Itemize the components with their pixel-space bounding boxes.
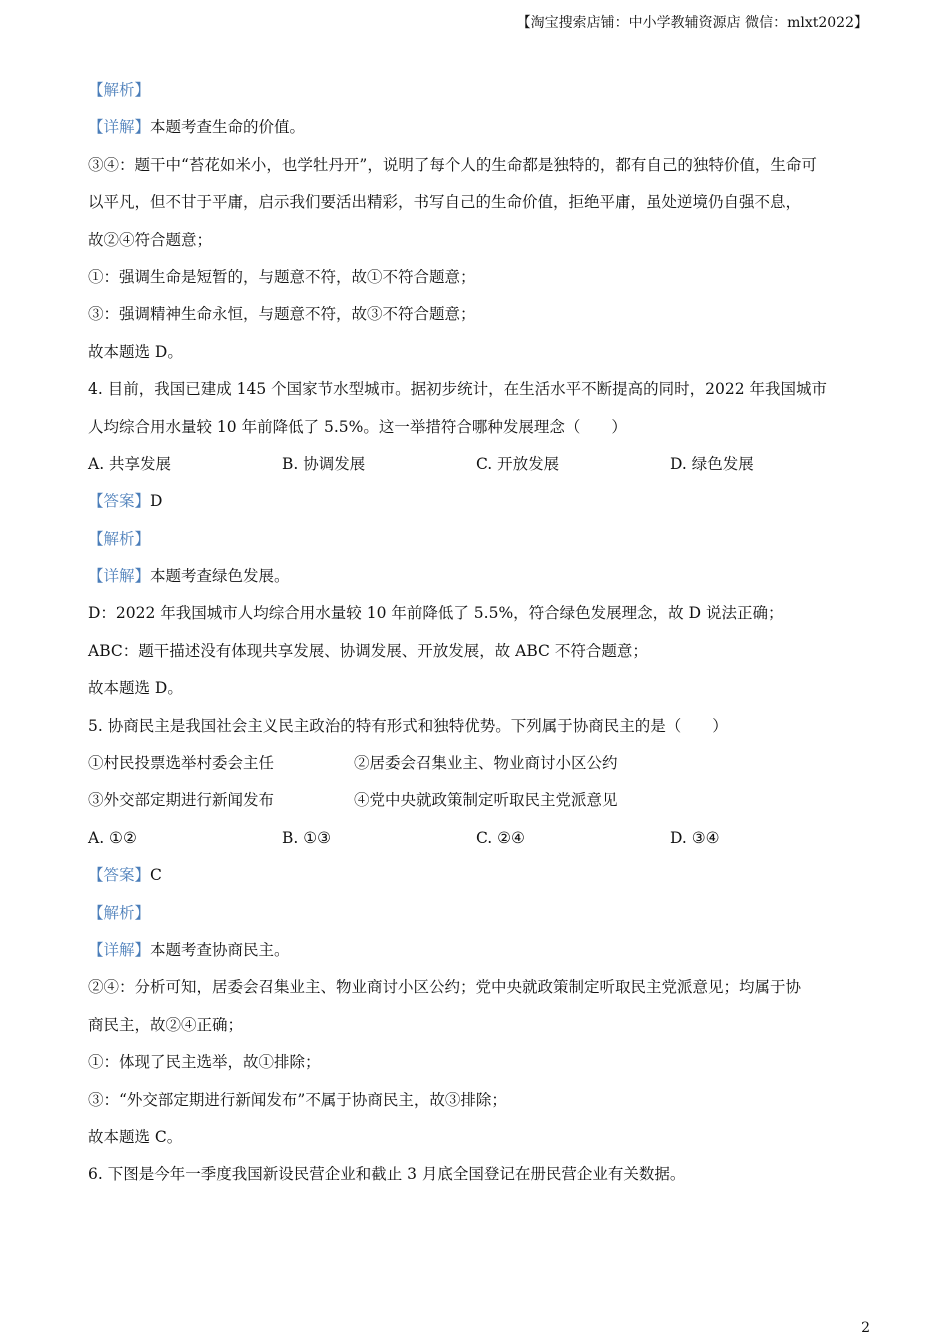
q5-option-a: A. ①② — [88, 828, 137, 847]
q5-answer — [88, 861, 868, 898]
q5-answer-tag: 【答案】 — [88, 866, 151, 885]
q5-option-d: D. ③④ — [670, 828, 720, 847]
q4-answer-value: D — [150, 492, 163, 511]
q5-item-1: ①村民投票选举村委会主任 — [88, 754, 275, 773]
q5-option-c: C. ②④ — [476, 828, 525, 847]
q3-line-6: 故本题选 D。 — [88, 342, 183, 361]
q4-options — [88, 450, 868, 487]
q4-option-b: B. 协调发展 — [282, 454, 366, 473]
q4-line-3: 故本题选 D。 — [88, 679, 183, 698]
q4-analysis-tag: 【解析】 — [88, 529, 151, 548]
q5-detail-text: 本题考查协商民主。 — [150, 940, 290, 959]
q5-detail — [88, 936, 868, 973]
q3-line-1: ③④：题干中“苔花如米小，也学牡丹开”，说明了每个人的生命都是独特的，都有自己的独特价值，生命可 — [88, 155, 817, 174]
q4-option-c: C. 开放发展 — [476, 454, 560, 473]
shop-header: 【淘宝搜索店铺：中小学教辅资源店 微信：mlxt2022】 — [516, 15, 868, 31]
page-number: 2 — [861, 1320, 870, 1336]
q5-line-5: 故本题选 C。 — [88, 1127, 183, 1146]
q5-detail-tag: 【详解】 — [88, 940, 151, 959]
q3-detail-tag: 【详解】 — [88, 118, 151, 137]
q5-analysis-tag: 【解析】 — [88, 903, 151, 922]
document-body — [88, 76, 868, 1198]
q3-detail — [88, 113, 868, 150]
q4-detail-text: 本题考查绿色发展。 — [150, 567, 290, 586]
q5-line-4: ③：“外交部定期进行新闻发布”不属于协商民主，故③排除； — [88, 1090, 507, 1109]
q5-items-row-2 — [88, 786, 868, 823]
q4-answer-tag: 【答案】 — [88, 492, 151, 511]
q3-line-4: ①：强调生命是短暂的，与题意不符，故①不符合题意； — [88, 267, 476, 286]
q4-detail-tag: 【详解】 — [88, 567, 151, 586]
q4-line-2: ABC：题干描述没有体现共享发展、协调发展、开放发展，故 ABC 不符合题意； — [88, 641, 648, 660]
q5-line-2: 商民主，故②④正确； — [88, 1015, 244, 1034]
q4-option-a: A. 共享发展 — [88, 454, 172, 473]
q4-stem-line-1: 4. 目前，我国已建成 145 个国家节水型城市。据初步统计，在生活水平不断提高的同时，2022 年我国城市 — [88, 380, 828, 399]
q3-detail-text: 本题考查生命的价值。 — [150, 118, 306, 137]
q4-line-1: D：2022 年我国城市人均综合用水量较 10 年前降低了 5.5%，符合绿色发展理念，故 D 说法正确； — [88, 604, 784, 623]
q5-options — [88, 824, 868, 861]
q5-item-3: ③外交部定期进行新闻发布 — [88, 791, 275, 810]
q4-stem-line-2: 人均综合用水量较 10 年前降低了 5.5%。这一举措符合哪种发展理念（ ） — [88, 417, 627, 436]
q5-items-row-1 — [88, 749, 868, 786]
q3-line-3: 故②④符合题意； — [88, 230, 213, 249]
q5-line-3: ①：体现了民主选举，故①排除； — [88, 1053, 321, 1072]
q3-line-5: ③：强调精神生命永恒，与题意不符，故③不符合题意； — [88, 305, 476, 324]
q5-option-b: B. ①③ — [282, 828, 332, 847]
q5-answer-value: C — [150, 866, 162, 885]
q4-answer — [88, 487, 868, 524]
q3-analysis-tag: 【解析】 — [88, 81, 151, 99]
q5-item-2: ②居委会召集业主、物业商讨小区公约 — [354, 754, 618, 773]
q4-option-d: D. 绿色发展 — [670, 454, 754, 473]
q5-item-4: ④党中央就政策制定听取民主党派意见 — [354, 791, 618, 810]
q5-line-1: ②④：分析可知，居委会召集业主、物业商讨小区公约；党中央就政策制定听取民主党派意见；均属于协 — [88, 978, 802, 997]
q6-stem: 6. 下图是今年一季度我国新设民营企业和截止 3 月底全国登记在册民营企业有关数据。 — [88, 1165, 686, 1184]
q4-detail — [88, 562, 868, 599]
q5-stem: 5. 协商民主是我国社会主义民主政治的特有形式和独特优势。下列属于协商民主的是（ ） — [88, 716, 728, 735]
q3-line-2: 以平凡，但不甘于平庸，启示我们要活出精彩，书写自己的生命价值，拒绝平庸，虽处逆境仍自强不息， — [88, 193, 802, 212]
